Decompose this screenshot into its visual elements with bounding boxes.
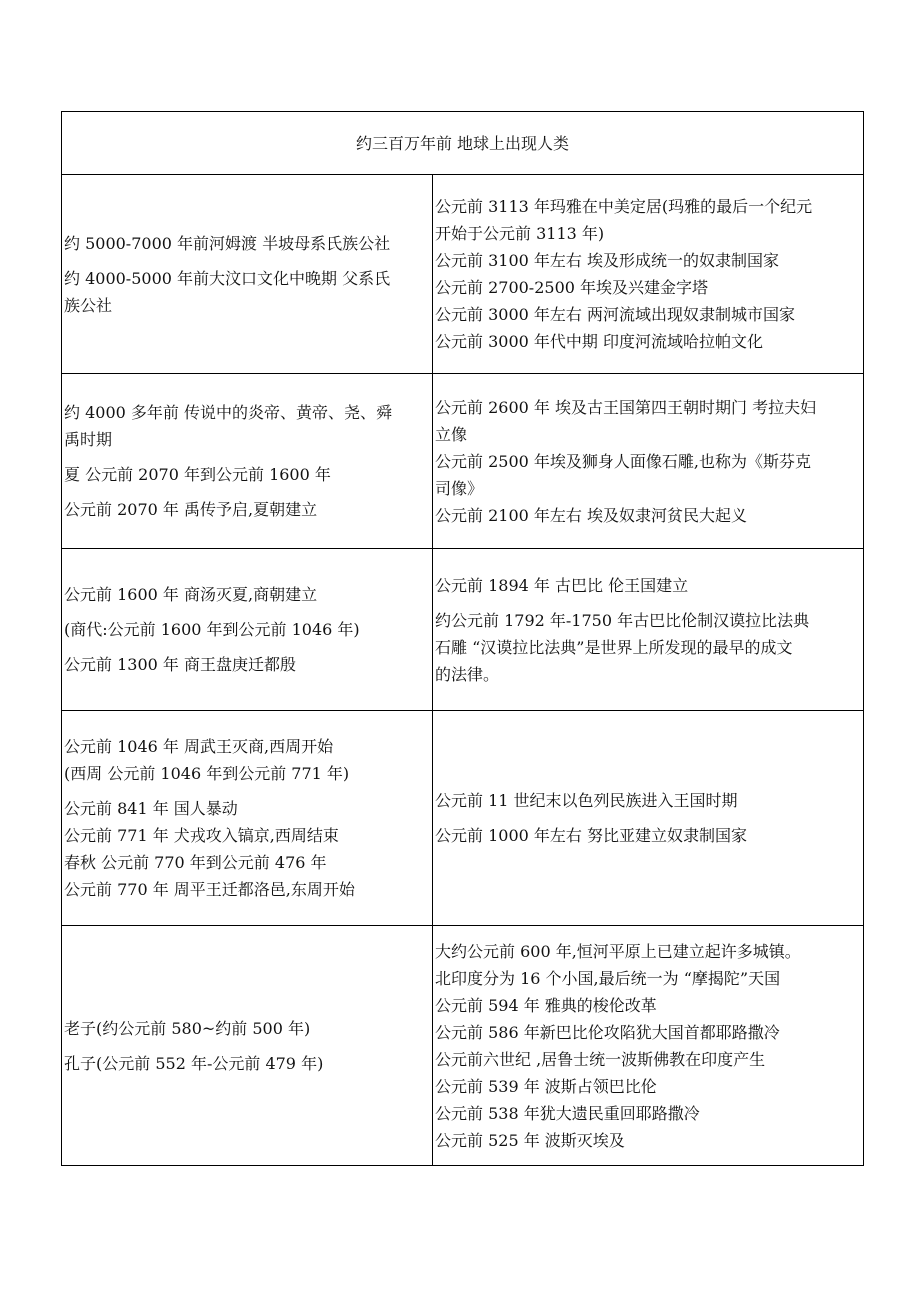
entry-line: 公元前 539 年 波斯占领巴比伦 (435, 1076, 657, 1096)
entry-line: 公元前 586 年新巴比伦攻陷犹大国首都耶路撒冷 (435, 1022, 780, 1042)
entry-line: 公元前 2070 年 禹传予启,夏朝建立 (64, 500, 318, 519)
entry-line: 公元前六世纪 ,居鲁士统一波斯佛教在印度产生 (435, 1049, 766, 1069)
entry-line: 司像》 (435, 478, 484, 498)
entry-line: 公元前 1894 年 古巴比 伦王国建立 (435, 575, 689, 595)
entry-line: 公元前 525 年 波斯灭埃及 (435, 1130, 625, 1150)
entry-line: 约公元前 1792 年-1750 年古巴比伦制汉谟拉比法典 (435, 610, 810, 630)
entry-line: 族公社 (64, 295, 113, 315)
right-cell (433, 549, 864, 711)
table-title: 约三百万年前 地球上出现人类 (62, 112, 864, 175)
entry-line: 孔子(公元前 552 年-公元前 479 年) (64, 1053, 324, 1073)
left-cell (62, 175, 433, 374)
entry-line: 公元前 538 年犹大遗民重回耶路撒冷 (435, 1103, 700, 1123)
entry-line: 公元前 2100 年左右 埃及奴隶河贫民大起义 (435, 505, 747, 525)
entry-line: 禹时期 (64, 430, 113, 449)
right-cell (433, 711, 864, 926)
entry-line: 公元前 594 年 雅典的梭伦改革 (435, 995, 657, 1015)
left-cell (62, 549, 433, 711)
left-cell (62, 711, 433, 926)
entry-line: 北印度分为 16 个小国,最后统一为 “摩揭陀”天国 (435, 968, 781, 988)
entry-line: (商代:公元前 1600 年到公元前 1046 年) (64, 620, 360, 639)
entry-line: 公元前 3100 年左右 埃及形成统一的奴隶制国家 (435, 251, 779, 270)
entry-line: 公元前 1046 年 周武王灭商,西周开始 (64, 737, 334, 756)
entry-line: 公元前 2600 年 埃及古王国第四王朝时期门 考拉夫妇 (435, 397, 817, 417)
entry-line: 公元前 841 年 国人暴动 (64, 799, 238, 818)
entry-line: 开始于公元前 3113 年) (435, 224, 605, 243)
right-cell (433, 926, 864, 1166)
entry-line: 约 4000 多年前 传说中的炎帝、黄帝、尧、舜 (64, 403, 392, 422)
entry-line: 公元前 1300 年 商王盘庚迁都殷 (64, 655, 296, 674)
table-row (62, 175, 864, 374)
entry-line: 夏 公元前 2070 年到公元前 1600 年 (64, 465, 331, 484)
left-cell (62, 374, 433, 549)
entry-line: 公元前 2500 年埃及狮身人面像石雕,也称为《斯芬克 (435, 451, 811, 471)
entry-line: 石雕 “汉谟拉比法典”是世界上所发现的最早的成文 (435, 637, 793, 657)
title-row (62, 112, 864, 175)
entry-line: 公元前 1600 年 商汤灭夏,商朝建立 (64, 585, 318, 604)
entry-line: (西周 公元前 1046 年到公元前 771 年) (64, 764, 350, 783)
entry-line: 公元前 3113 年玛雅在中美定居(玛雅的最后一个纪元 (435, 197, 813, 216)
table-row (62, 926, 864, 1166)
entry-line: 公元前 11 世纪末以色列民族进入王国时期 (435, 791, 738, 810)
table-row (62, 711, 864, 926)
table-row (62, 374, 864, 549)
entry-line: 春秋 公元前 770 年到公元前 476 年 (64, 853, 327, 872)
right-cell (433, 374, 864, 549)
entry-line: 老子(约公元前 580~约前 500 年) (64, 1018, 311, 1038)
entry-line: 公元前 771 年 犬戎攻入镐京,西周结束 (64, 826, 339, 845)
table-row (62, 549, 864, 711)
left-cell (62, 926, 433, 1166)
entry-line: 大约公元前 600 年,恒河平原上已建立起许多城镇。 (435, 941, 801, 961)
right-cell (433, 175, 864, 374)
entry-line: 公元前 3000 年代中期 印度河流域哈拉帕文化 (435, 332, 763, 351)
entry-line: 公元前 2700-2500 年埃及兴建金字塔 (435, 278, 709, 297)
entry-line: 的法律。 (435, 664, 500, 684)
entry-line: 公元前 3000 年左右 两河流域出现奴隶制城市国家 (435, 305, 795, 324)
entry-line: 约 5000-7000 年前河姆渡 半坡母系氏族公社 (64, 233, 391, 253)
timeline-table (61, 111, 864, 1166)
entry-line: 约 4000-5000 年前大汶口文化中晚期 父系氏 (64, 268, 391, 288)
entry-line: 公元前 1000 年左右 努比亚建立奴隶制国家 (435, 826, 747, 845)
entry-line: 公元前 770 年 周平王迁都洛邑,东周开始 (64, 880, 355, 899)
entry-line: 立像 (435, 424, 468, 444)
